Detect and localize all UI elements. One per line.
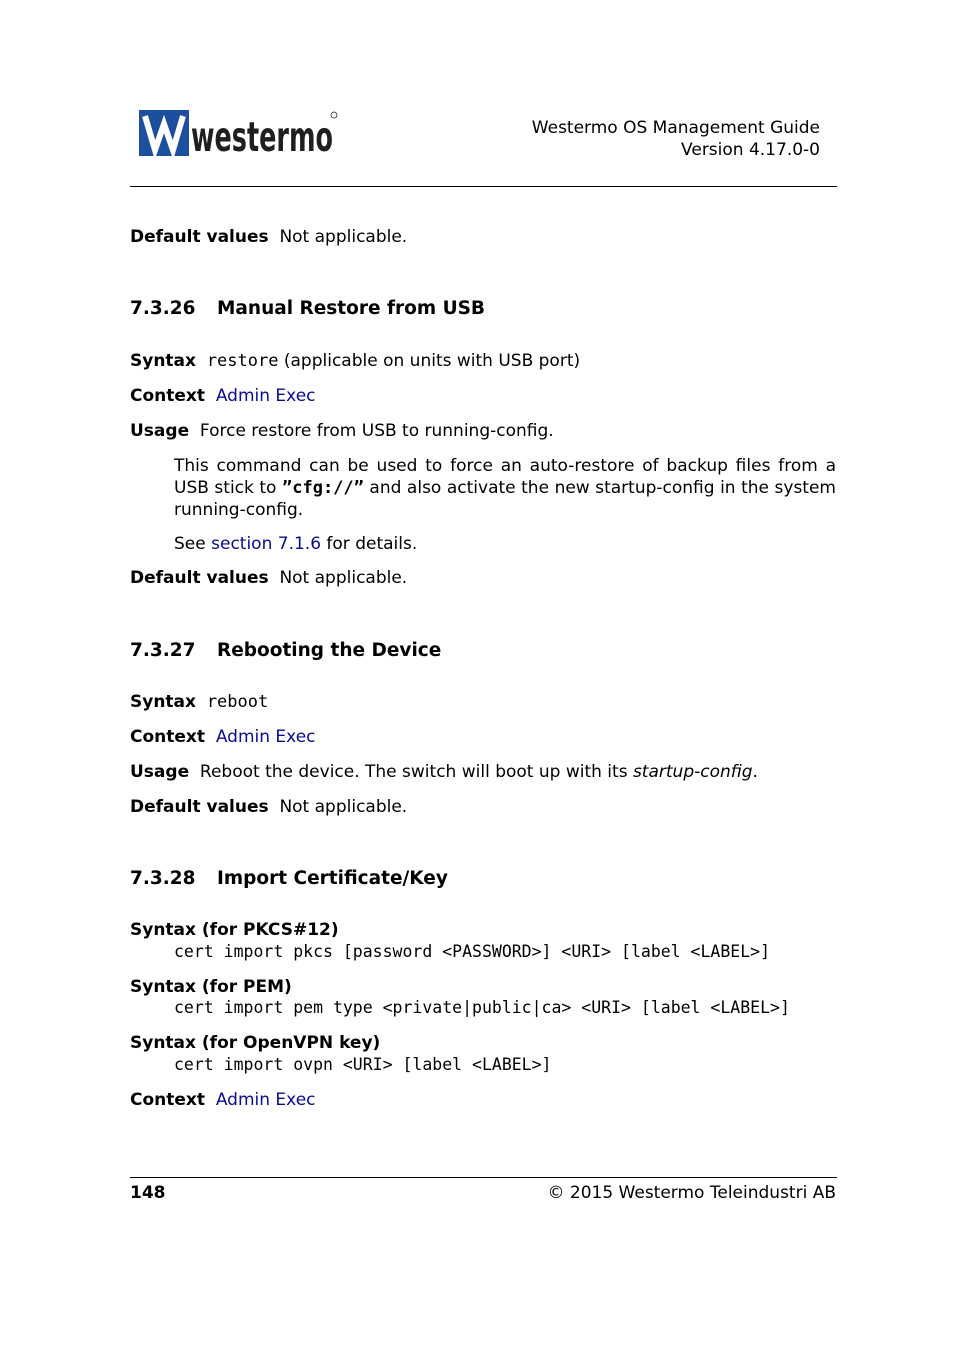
section-number: 7.3.27 [130, 640, 196, 661]
default-values-text: Not applicable. [279, 568, 408, 588]
syntax-label: Syntax [130, 351, 196, 371]
section-heading-7-3-28 [130, 868, 448, 889]
syntax-pkcs-label: Syntax (for PKCS#12) [130, 920, 339, 940]
s26-usage [130, 421, 554, 441]
syntax-pem-command: cert import pem type <private|public|ca> <URI> [label <LABEL>] [174, 998, 790, 1017]
default-values-text: Not applicable. [279, 797, 408, 817]
context-link-admin-exec[interactable]: Admin Exec [215, 727, 316, 747]
description-line: running-config. [174, 500, 304, 520]
page-number: 148 [130, 1183, 166, 1203]
syntax-pem-label: Syntax (for PEM) [130, 977, 292, 997]
header-rule [130, 186, 837, 187]
default-values-label: Default values [130, 797, 269, 817]
header-info [532, 117, 820, 161]
section-number: 7.3.26 [130, 298, 196, 319]
section-title: Rebooting the Device [217, 640, 442, 661]
section-title: Import Certificate/Key [217, 868, 448, 889]
s26-see-also: See section 7.1.6 for details. [174, 534, 418, 554]
logo-wordmark: westermo [191, 113, 333, 161]
syntax-ovpn-command: cert import ovpn <URI> [label <LABEL>] [174, 1055, 552, 1074]
section-number: 7.3.28 [130, 868, 196, 889]
s26-context [130, 386, 316, 406]
copyright-text: 2015 Westermo Teleindustri AB [569, 1183, 836, 1203]
usage-label: Usage [130, 762, 190, 782]
syntax-note: (applicable on units with USB port) [283, 351, 581, 371]
s26-description [174, 455, 836, 521]
section-link-7-1-6[interactable]: section 7.1.6 [211, 534, 322, 554]
context-label: Context [130, 727, 206, 747]
s27-context [130, 727, 316, 747]
section-title: Manual Restore from USB [217, 298, 486, 319]
description-line: USB stick to ”cfg://” and also activate the new startup-config in the system [174, 478, 836, 498]
section-heading-7-3-26 [130, 298, 485, 319]
copyright [547, 1183, 836, 1203]
usage-text: Reboot the device. The switch will boot up with its [199, 762, 628, 782]
s27-usage: Usage Reboot the device. The switch will boot up with its startup-config. [130, 762, 758, 782]
footer-rule [130, 1177, 837, 1178]
syntax-label: Syntax [130, 692, 196, 712]
usage-label: Usage [130, 421, 190, 441]
syntax-ovpn-label: Syntax (for OpenVPN key) [130, 1033, 381, 1053]
s27-syntax [130, 692, 268, 712]
description-line: This command can be used to force an auto-restore of backup files from a [174, 456, 836, 476]
default-values-text: Not applicable. [279, 227, 408, 247]
top-default-values [130, 227, 407, 247]
syntax-pkcs-command: cert import pkcs [password <PASSWORD>] <URI> [label <LABEL>] [174, 942, 771, 961]
guide-title: Westermo OS Management Guide [531, 118, 820, 138]
usage-text: Force restore from USB to running-config. [199, 421, 554, 441]
s28-context [130, 1090, 316, 1110]
default-values-label: Default values [130, 227, 269, 247]
section-heading-7-3-27 [130, 640, 441, 661]
syntax-command: restore [206, 351, 279, 371]
s26-default-values [130, 568, 407, 588]
default-values-label: Default values [130, 568, 269, 588]
context-label: Context [130, 1090, 206, 1110]
context-label: Context [130, 386, 206, 406]
copyright-symbol: © [547, 1183, 565, 1203]
syntax-command: reboot [206, 692, 269, 712]
s26-syntax [130, 351, 580, 371]
context-link-admin-exec[interactable]: Admin Exec [215, 386, 316, 406]
context-link-admin-exec[interactable]: Admin Exec [215, 1090, 316, 1110]
cfg-uri-code: ”cfg://” [282, 478, 364, 498]
guide-version: Version 4.17.0-0 [681, 140, 820, 160]
westermo-logo [139, 110, 339, 161]
startup-config-term: startup-config [632, 762, 753, 782]
s27-default-values [130, 797, 407, 817]
